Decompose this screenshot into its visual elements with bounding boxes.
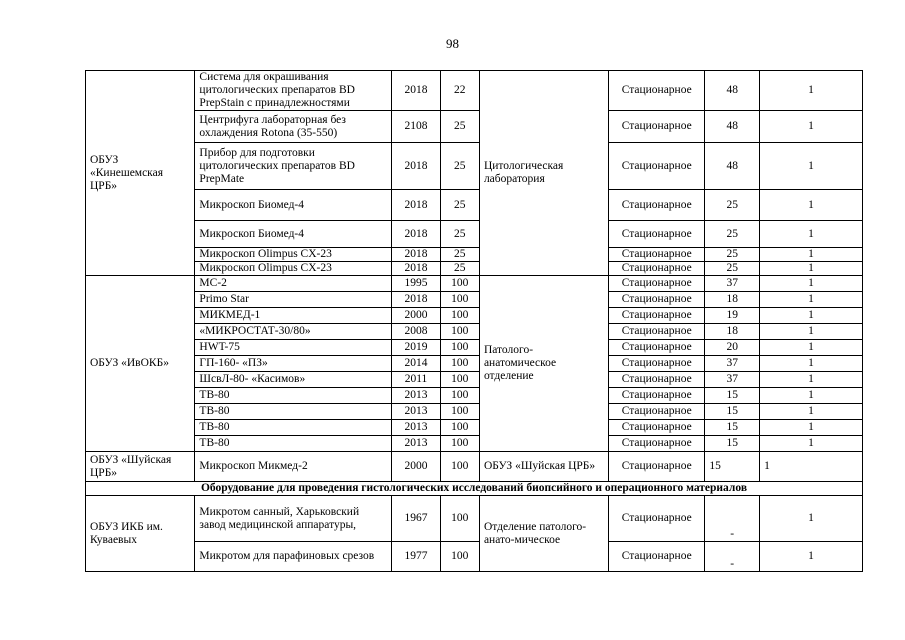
hours-cell: -: [705, 496, 760, 542]
table-row: [86, 143, 863, 190]
equipment-name-cell: ГП-160- «ПЗ»: [195, 356, 392, 372]
quantity-cell: 1: [760, 496, 863, 542]
hours-cell: 20: [705, 340, 760, 356]
year-cell: 2018: [392, 143, 440, 190]
equipment-name-cell: МИКМЕД-1: [195, 308, 392, 324]
type-cell: Стационарное: [609, 248, 705, 262]
equipment-name-cell: Микроскоп Olimpus CX-23: [195, 262, 392, 276]
type-cell: Стационарное: [609, 452, 705, 482]
wear-percent-cell: 100: [440, 452, 479, 482]
table-row: [86, 340, 863, 356]
year-cell: 2013: [392, 420, 440, 436]
page-number: 98: [446, 36, 459, 51]
wear-percent-cell: 100: [440, 324, 479, 340]
year-cell: 1977: [392, 542, 440, 572]
org-cell: ОБУЗ «Кинешемская ЦРБ»: [86, 71, 195, 276]
type-cell: Стационарное: [609, 308, 705, 324]
type-cell: Стационарное: [609, 292, 705, 308]
wear-percent-cell: 100: [440, 496, 479, 542]
section-title: Оборудование для проведения гистологических исследований биопсийного и операционного материалов: [86, 482, 863, 496]
type-cell: Стационарное: [609, 262, 705, 276]
org-cell: ОБУЗ «Шуйская ЦРБ»: [86, 452, 195, 482]
wear-percent-cell: 100: [440, 436, 479, 452]
quantity-cell: 1: [760, 221, 863, 248]
table-row: [86, 111, 863, 143]
quantity-cell: 1: [760, 262, 863, 276]
hours-cell: 18: [705, 324, 760, 340]
quantity-cell: 1: [760, 143, 863, 190]
table-row: [86, 276, 863, 292]
hours-cell: -: [705, 542, 760, 572]
wear-percent-cell: 100: [440, 372, 479, 388]
hours-cell: 37: [705, 372, 760, 388]
type-cell: Стационарное: [609, 324, 705, 340]
equipment-name-cell: ТВ-80: [195, 436, 392, 452]
wear-percent-cell: 100: [440, 276, 479, 292]
hours-cell: 48: [705, 143, 760, 190]
hours-cell: 37: [705, 276, 760, 292]
year-cell: 2019: [392, 340, 440, 356]
year-cell: 2013: [392, 388, 440, 404]
wear-percent-cell: 25: [440, 262, 479, 276]
table-row: [86, 71, 863, 111]
org-cell: ОБУЗ ИКБ им. Куваевых: [86, 496, 195, 572]
equipment-table: [85, 70, 863, 572]
wear-percent-cell: 100: [440, 308, 479, 324]
wear-percent-cell: 25: [440, 221, 479, 248]
type-cell: Стационарное: [609, 111, 705, 143]
type-cell: Стационарное: [609, 221, 705, 248]
quantity-cell: 1: [760, 542, 863, 572]
table-row: [86, 436, 863, 452]
hours-cell: 15: [705, 388, 760, 404]
year-cell: 1995: [392, 276, 440, 292]
table-row: [86, 404, 863, 420]
quantity-cell: 1: [760, 248, 863, 262]
equipment-name-cell: Primo Star: [195, 292, 392, 308]
hours-cell: 37: [705, 356, 760, 372]
quantity-cell: 1: [760, 388, 863, 404]
year-cell: 2018: [392, 190, 440, 221]
equipment-name-cell: Микроскоп Биомед-4: [195, 190, 392, 221]
equipment-name-cell: Микротом для парафиновых срезов: [195, 542, 392, 572]
quantity-cell: 1: [760, 308, 863, 324]
wear-percent-cell: 100: [440, 388, 479, 404]
year-cell: 2013: [392, 404, 440, 420]
wear-percent-cell: 25: [440, 248, 479, 262]
quantity-cell: 1: [760, 276, 863, 292]
equipment-table-body: [86, 71, 863, 572]
hours-cell: 25: [705, 190, 760, 221]
quantity-cell: 1: [760, 340, 863, 356]
equipment-name-cell: Микротом санный, Харьковский завод медицинской аппаратуры,: [195, 496, 392, 542]
type-cell: Стационарное: [609, 542, 705, 572]
equipment-name-cell: «МИКРОСТАТ-30/80»: [195, 324, 392, 340]
type-cell: Стационарное: [609, 496, 705, 542]
equipment-name-cell: Микроскоп Биомед-4: [195, 221, 392, 248]
table-row: [86, 372, 863, 388]
type-cell: Стационарное: [609, 420, 705, 436]
quantity-cell: 1: [760, 372, 863, 388]
section-header-row: [86, 482, 863, 496]
hours-cell: 18: [705, 292, 760, 308]
equipment-name-cell: ТВ-80: [195, 420, 392, 436]
table-row: [86, 420, 863, 436]
table-row: [86, 292, 863, 308]
table-row: [86, 452, 863, 482]
wear-percent-cell: 100: [440, 420, 479, 436]
wear-percent-cell: 25: [440, 143, 479, 190]
table-row: [86, 496, 863, 542]
type-cell: Стационарное: [609, 372, 705, 388]
equipment-name-cell: ТВ-80: [195, 388, 392, 404]
wear-percent-cell: 100: [440, 292, 479, 308]
quantity-cell: 1: [760, 190, 863, 221]
wear-percent-cell: 25: [440, 190, 479, 221]
year-cell: 2013: [392, 436, 440, 452]
year-cell: 2018: [392, 248, 440, 262]
year-cell: 2000: [392, 452, 440, 482]
equipment-name-cell: ШсвЛ-80- «Касимов»: [195, 372, 392, 388]
year-cell: 2011: [392, 372, 440, 388]
hours-cell: 19: [705, 308, 760, 324]
year-cell: 2108: [392, 111, 440, 143]
hours-cell: 48: [705, 111, 760, 143]
equipment-name-cell: МС-2: [195, 276, 392, 292]
year-cell: 2018: [392, 292, 440, 308]
department-cell: ОБУЗ «Шуйская ЦРБ»: [479, 452, 608, 482]
table-row: [86, 542, 863, 572]
table-row: [86, 190, 863, 221]
department-cell: Патолого-анатомическое отделение: [479, 276, 608, 452]
table-row: [86, 324, 863, 340]
equipment-name-cell: Микроскоп Olimpus CX-23: [195, 248, 392, 262]
type-cell: Стационарное: [609, 190, 705, 221]
year-cell: 2014: [392, 356, 440, 372]
department-cell: Отделение патолого-анато-мическое: [479, 496, 608, 572]
wear-percent-cell: 100: [440, 404, 479, 420]
quantity-cell: 1: [760, 356, 863, 372]
type-cell: Стационарное: [609, 143, 705, 190]
equipment-name-cell: Система для окрашивания цитологических препаратов BD PrepStain с принадлежностями: [195, 71, 392, 111]
type-cell: Стационарное: [609, 340, 705, 356]
quantity-cell: 1: [760, 292, 863, 308]
year-cell: 1967: [392, 496, 440, 542]
hours-cell: 25: [705, 262, 760, 276]
table-row: [86, 262, 863, 276]
table-row: [86, 388, 863, 404]
equipment-name-cell: Микроскоп Микмед-2: [195, 452, 392, 482]
table-row: [86, 308, 863, 324]
hours-cell: 15: [705, 420, 760, 436]
year-cell: 2000: [392, 308, 440, 324]
type-cell: Стационарное: [609, 436, 705, 452]
quantity-cell: 1: [760, 404, 863, 420]
equipment-name-cell: Прибор для подготовки цитологических препаратов BD PrepMate: [195, 143, 392, 190]
hours-cell: 25: [705, 248, 760, 262]
type-cell: Стационарное: [609, 404, 705, 420]
quantity-cell: 1: [760, 324, 863, 340]
quantity-cell: 1: [760, 71, 863, 111]
hours-cell: 48: [705, 71, 760, 111]
hours-cell: 25: [705, 221, 760, 248]
table-row: [86, 221, 863, 248]
table-row: [86, 356, 863, 372]
org-cell: ОБУЗ «ИвОКБ»: [86, 276, 195, 452]
hours-cell: 15: [705, 452, 760, 482]
department-cell: Цитологическая лаборатория: [479, 71, 608, 276]
type-cell: Стационарное: [609, 356, 705, 372]
wear-percent-cell: 100: [440, 542, 479, 572]
table-row: [86, 248, 863, 262]
hours-cell: 15: [705, 404, 760, 420]
type-cell: Стационарное: [609, 388, 705, 404]
quantity-cell: 1: [760, 436, 863, 452]
equipment-name-cell: HWT-75: [195, 340, 392, 356]
year-cell: 2018: [392, 221, 440, 248]
quantity-cell: 1: [760, 420, 863, 436]
wear-percent-cell: 22: [440, 71, 479, 111]
quantity-cell: 1: [760, 452, 863, 482]
hours-cell: 15: [705, 436, 760, 452]
quantity-cell: 1: [760, 111, 863, 143]
type-cell: Стационарное: [609, 71, 705, 111]
year-cell: 2008: [392, 324, 440, 340]
year-cell: 2018: [392, 262, 440, 276]
wear-percent-cell: 100: [440, 356, 479, 372]
type-cell: Стационарное: [609, 276, 705, 292]
wear-percent-cell: 25: [440, 111, 479, 143]
year-cell: 2018: [392, 71, 440, 111]
equipment-name-cell: ТВ-80: [195, 404, 392, 420]
equipment-name-cell: Центрифуга лабораторная без охлаждения Rotona (35-550): [195, 111, 392, 143]
wear-percent-cell: 100: [440, 340, 479, 356]
